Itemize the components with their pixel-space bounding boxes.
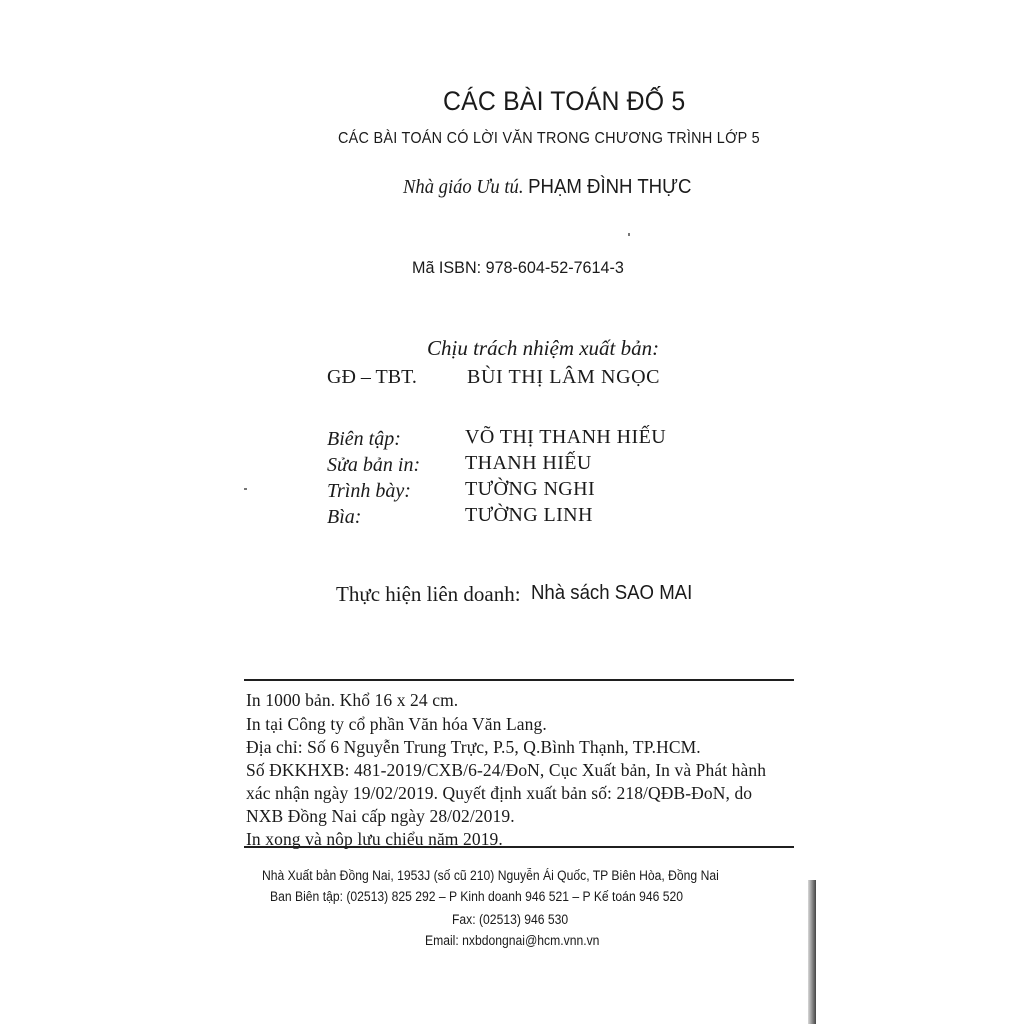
- divider-bottom: [244, 846, 794, 848]
- book-subtitle: CÁC BÀI TOÁN CÓ LỜI VĂN TRONG CHƯƠNG TRÌNH LỚP 5: [338, 130, 760, 147]
- divider-top: [244, 679, 794, 681]
- credit-name-layout: TƯỜNG NGHI: [465, 478, 596, 500]
- credit-role-cover: Bìa:: [327, 506, 362, 528]
- director-name: BÙI THỊ LÂM NGỌC: [467, 366, 661, 388]
- imprint-line: Địa chỉ: Số 6 Nguyễn Trung Trực, P.5, Q.Bình Thạnh, TP.HCM.: [246, 737, 701, 757]
- author-name: PHẠM ĐÌNH THỰC: [528, 176, 692, 198]
- imprint-line: In 1000 bản. Khổ 16 x 24 cm.: [246, 690, 459, 710]
- imprint-line: xác nhận ngày 19/02/2019. Quyết định xuất bản số: 218/QĐB-ĐoN, do: [246, 783, 753, 803]
- credit-role-proofreader: Sửa bản in:: [327, 454, 421, 476]
- credit-name-cover: TƯỜNG LINH: [465, 504, 593, 526]
- publisher-phones: Ban Biên tập: (02513) 825 292 – P Kinh doanh 946 521 – P Kế toán 946 520: [270, 889, 684, 904]
- imprint-line: NXB Đồng Nai cấp ngày 28/02/2019.: [246, 806, 515, 826]
- publisher-address: Nhà Xuất bản Đồng Nai, 1953J (số cũ 210) Nguyễn Ái Quốc, TP Biên Hòa, Đồng Nai: [262, 868, 719, 883]
- print-speck: [628, 233, 630, 236]
- joint-venture-label: Thực hiện liên doanh:: [336, 582, 521, 606]
- publisher-fax: Fax: (02513) 946 530: [452, 912, 569, 927]
- responsibility-label: Chịu trách nhiệm xuất bản:: [427, 336, 660, 360]
- page-edge-shadow: [808, 880, 816, 1024]
- imprint-line: Số ĐKKHXB: 481-2019/CXB/6-24/ĐoN, Cục Xuất bản, In và Phát hành: [246, 760, 767, 780]
- print-speck: [244, 488, 247, 490]
- credit-role-editor: Biên tập:: [327, 428, 401, 450]
- credit-name-proofreader: THANH HIẾU: [465, 452, 592, 474]
- imprint-line: In xong và nộp lưu chiểu năm 2019.: [246, 829, 503, 849]
- isbn: Mã ISBN: 978-604-52-7614-3: [412, 258, 624, 277]
- publisher-email: Email: nxbdongnai@hcm.vnn.vn: [425, 933, 600, 948]
- director-role: GĐ – TBT.: [327, 366, 417, 388]
- author-title: Nhà giáo Ưu tú.: [403, 176, 524, 198]
- book-title: CÁC BÀI TOÁN ĐỐ 5: [443, 86, 686, 116]
- credit-name-editor: VÕ THỊ THANH HIẾU: [465, 426, 667, 448]
- author-line: [403, 176, 691, 199]
- joint-venture-value: Nhà sách SAO MAI: [531, 582, 693, 604]
- imprint-line: In tại Công ty cổ phần Văn hóa Văn Lang.: [246, 714, 547, 734]
- credit-role-layout: Trình bày:: [327, 480, 411, 502]
